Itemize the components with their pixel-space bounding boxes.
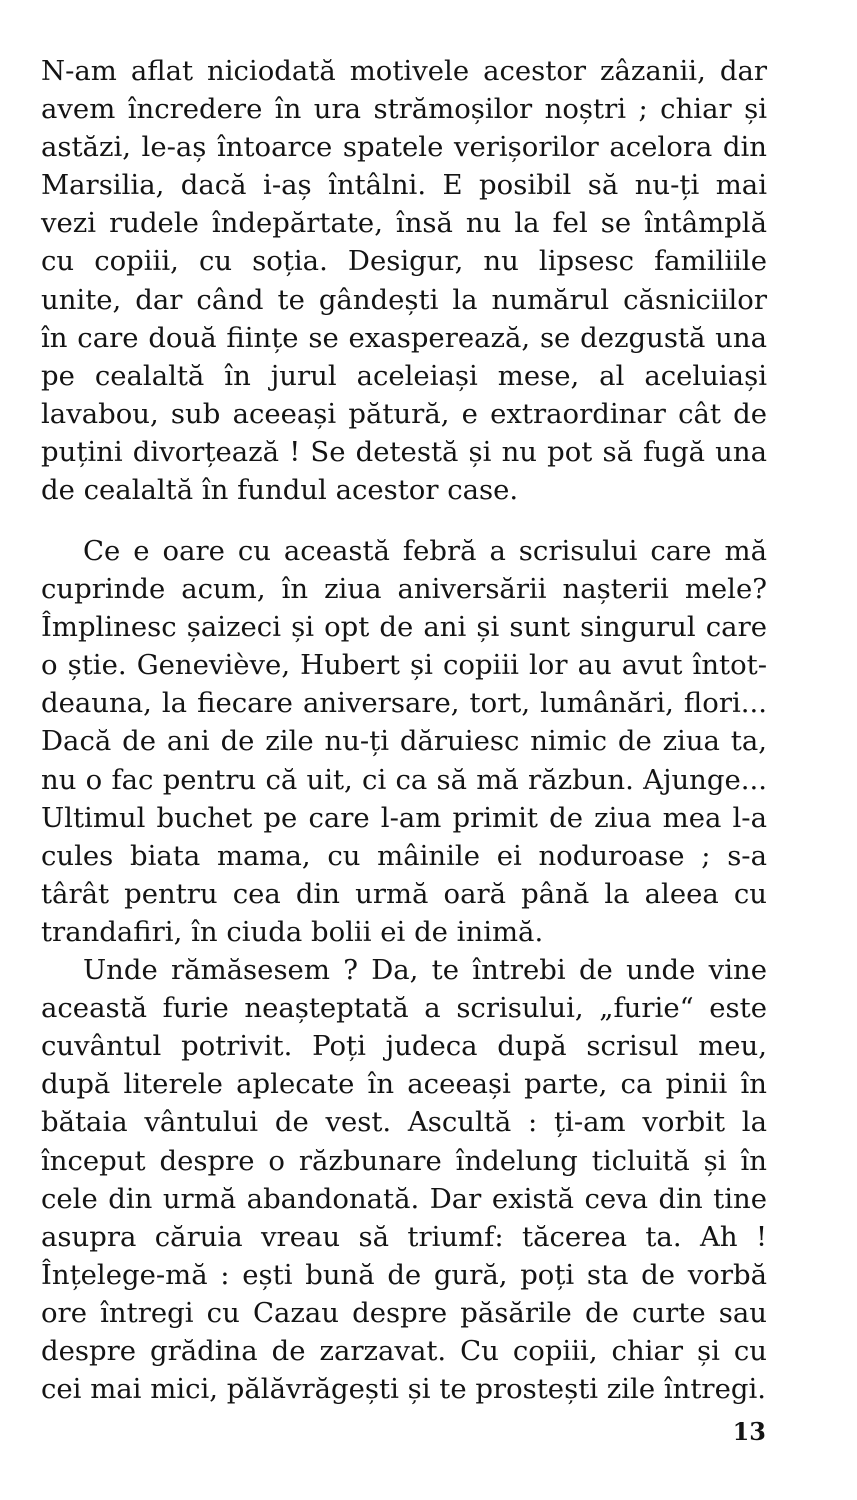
text-line: deauna, la fiecare aniversare, tort, lumânări, flori... <box>41 687 767 720</box>
text-line: vezi rudele îndepărtate, însă nu la fel se întâmplă <box>41 207 767 240</box>
text-line: o știe. Geneviève, Hubert și copiii lor au avut întot- <box>41 649 767 682</box>
text-line: asupra căruia vreau să triumf: tăcerea ta. Ah ! <box>41 1220 767 1253</box>
paragraph-1 <box>41 52 767 509</box>
text-line: în care două ființe se exasperează, se dezgustă una <box>41 321 767 354</box>
text-line: Unde rămăsesem ? Da, te întrebi de unde vine <box>83 954 767 987</box>
text-line: cuvântul potrivit. Poți judeca după scrisul meu, <box>41 1030 767 1063</box>
text-line: bătaia vântului de vest. Ascultă : ți-am vorbit la <box>41 1106 767 1139</box>
text-line: ore întregi cu Cazau despre păsările de curte sau <box>41 1296 767 1329</box>
text-line: despre grădina de zarzavat. Cu copiii, chiar și cu <box>41 1334 767 1367</box>
text-line: N-am aflat niciodată motivele acestor zâzanii, dar <box>41 55 767 87</box>
text-line: cuprinde acum, în ziua aniversării nașterii mele? <box>41 573 767 606</box>
text-line: Dacă de ani de zile nu-ți dăruiesc nimic de ziua ta, <box>41 725 767 758</box>
text-line: cele din urmă abandonată. Dar există ceva din tine <box>41 1182 767 1215</box>
text-line: pe cealaltă în jurul aceleiași mese, al aceluiași <box>41 359 767 392</box>
text-line: puțini divorțează ! Se detestă și nu pot să fugă una <box>41 435 767 468</box>
text-line: Ce e oare cu această febră a scrisului care mă <box>83 535 767 567</box>
text-line: unite, dar când te gândești la numărul căsniciilor <box>41 283 767 316</box>
page-number: 13 <box>732 1417 766 1446</box>
text-line: avem încredere în ura strămoșilor noștri ; chiar și <box>41 93 767 126</box>
text-line: Împlinesc șaizeci și opt de ani și sunt singurul care <box>41 611 767 644</box>
text-line: astăzi, le-aș întoarce spatele verișorilor acelora din <box>41 131 767 164</box>
text-line: început despre o răzbunare îndelung ticluită și în <box>41 1144 767 1177</box>
paragraphs-2-3 <box>41 532 767 1408</box>
text-line: cules biata mama, cu mâinile ei noduroase ; s-a <box>41 839 767 872</box>
text-line: târât pentru cea din urmă oară până la aleea cu <box>41 877 767 910</box>
text-line: Ultimul buchet pe care l-am primit de ziua mea l-a <box>41 801 767 834</box>
text-line: nu o fac pentru că uit, ci ca să mă răzbun. Ajunge... <box>41 763 767 796</box>
text-line: cu copiii, cu soția. Desigur, nu lipsesc familiile <box>41 245 767 278</box>
text-line: cei mai mici, pălăvrăgești și te prostești zile întregi. <box>41 1373 766 1406</box>
text-line: trandafiri, în ciuda bolii ei de inimă. <box>41 915 544 948</box>
text-line: această furie neașteptată a scrisului, „furie“ este <box>41 992 767 1025</box>
text-line: Înțelege-mă : ești bună de gură, poți sta de vorbă <box>41 1258 767 1291</box>
text-line: lavabou, sub aceeași pătură, e extraordinar cât de <box>41 397 767 430</box>
text-line: Marsilia, dacă i-aș întâlni. E posibil să nu-ți mai <box>41 169 767 202</box>
text-line: de cealaltă în fundul acestor case. <box>41 474 519 507</box>
text-line: după literele aplecate în aceeași parte, ca pinii în <box>41 1068 767 1101</box>
